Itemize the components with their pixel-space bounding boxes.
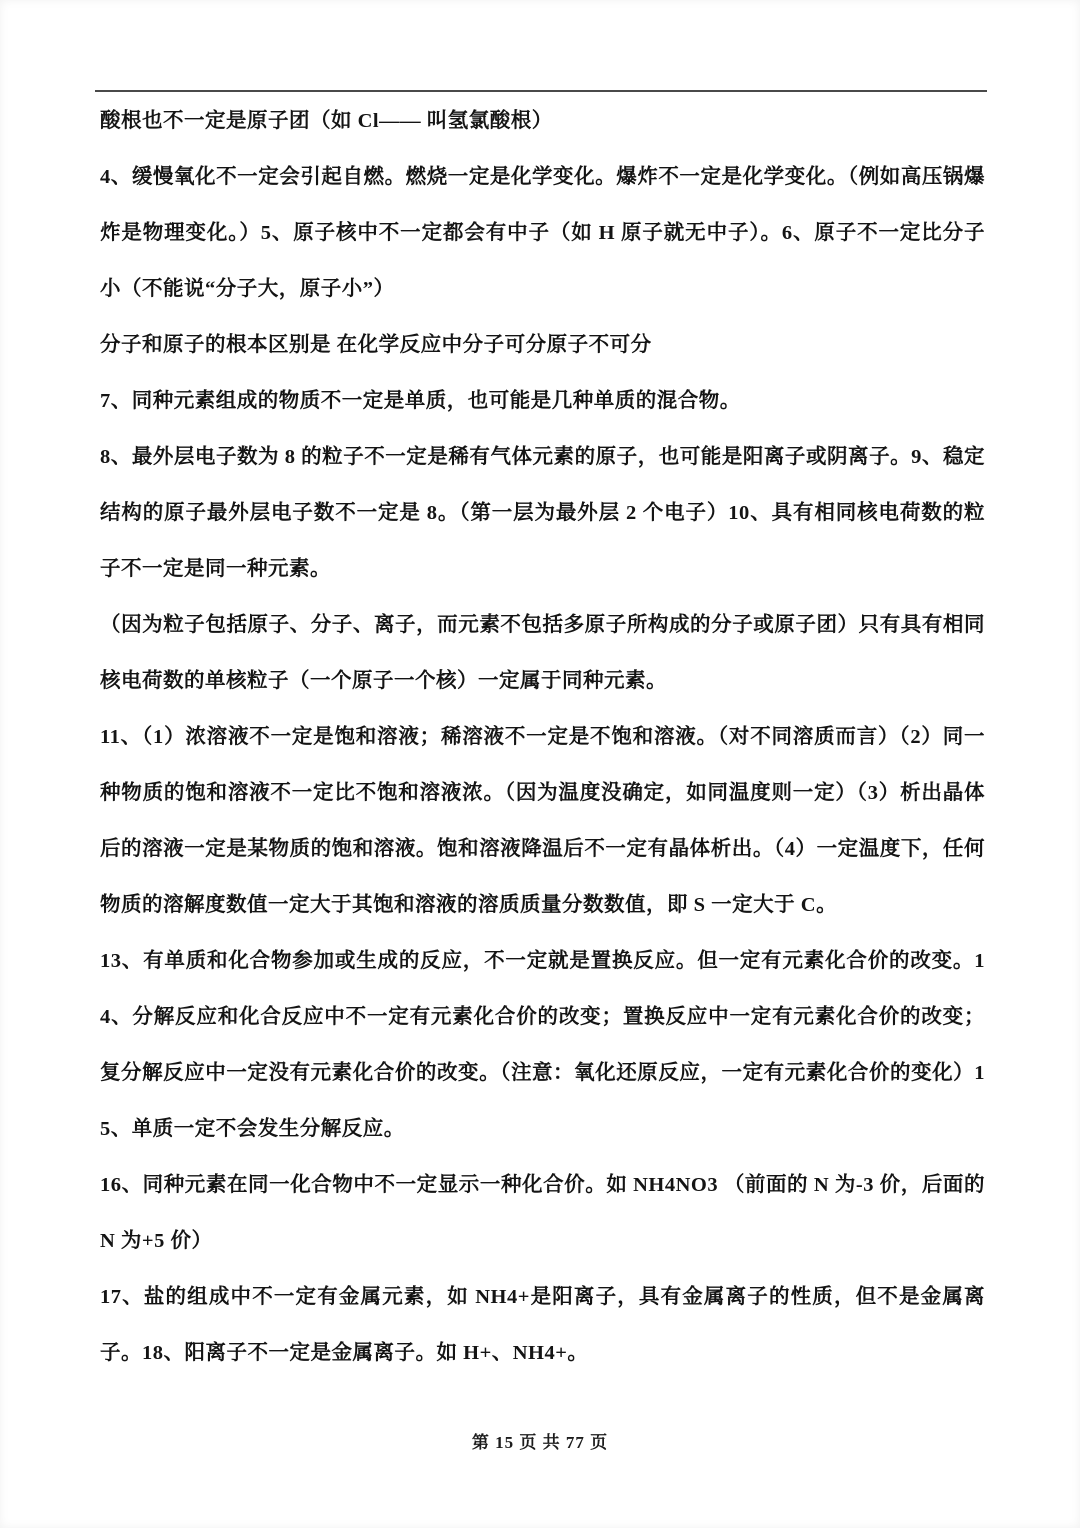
paragraph: 17、盐的组成中不一定有金属元素，如 NH4+是阳离子，具有金属离子的性质，但不是金属离子。18、阳离子不一定是金属离子。如 H+、NH4+。 — [100, 1286, 985, 1364]
paragraph: 4、缓慢氧化不一定会引起自燃。燃烧一定是化学变化。爆炸不一定是化学变化。（例如高压锅爆炸是物理变化。）5、原子核中不一定都会有中子（如 H 原子就无中子）。6、原子不一定比分子小（不能说“分子大，原子小”） — [100, 166, 985, 300]
paragraph: 酸根也不一定是原子团（如 Cl—— 叫氢氯酸根） — [100, 110, 553, 132]
page-footer: 第 15 页 共 77 页 — [471, 1433, 609, 1452]
header-rule — [95, 90, 987, 92]
paragraph: 7、同种元素组成的物质不一定是单质，也可能是几种单质的混合物。 — [100, 390, 741, 412]
paragraph: 8、最外层电子数为 8 的粒子不一定是稀有气体元素的原子，也可能是阳离子或阴离子。9、稳定结构的原子最外层电子数不一定是 8。（第一层为最外层 2 个电子）10、具有相同核电荷数的粒子不一定是同一种元素。 — [100, 446, 985, 580]
paragraph: 16、同种元素在同一化合物中不一定显示一种化合价。如 NH4NO3 （前面的 N 为-3 价，后面的 N 为+5 价） — [100, 1174, 985, 1252]
paragraph: 13、有单质和化合物参加或生成的反应，不一定就是置换反应。但一定有元素化合价的改变。14、分解反应和化合反应中不一定有元素化合价的改变；置换反应中一定有元素化合价的改变；复分解反应中一定没有元素化合价的改变。（注意：氧化还原反应，一定有元素化合价的变化）15、单质一定不会发生分解反应。 — [100, 950, 985, 1140]
document-body — [100, 93, 985, 1381]
paragraph: 11、（1）浓溶液不一定是饱和溶液；稀溶液不一定是不饱和溶液。（对不同溶质而言）（2）同一种物质的饱和溶液不一定比不饱和溶液浓。（因为温度没确定，如同温度则一定）（3）析出晶体后的溶液一定是某物质的饱和溶液。饱和溶液降温后不一定有晶体析出。（4）一定温度下，任何物质的溶解度数值一定大于其饱和溶液的溶质质量分数数值，即 S 一定大于 C。 — [100, 726, 985, 916]
paragraph: 分子和原子的根本区别是 在化学反应中分子可分原子不可分 — [100, 334, 652, 356]
paragraph: （因为粒子包括原子、分子、离子，而元素不包括多原子所构成的分子或原子团）只有具有相同核电荷数的单核粒子（一个原子一个核）一定属于同种元素。 — [100, 614, 985, 692]
